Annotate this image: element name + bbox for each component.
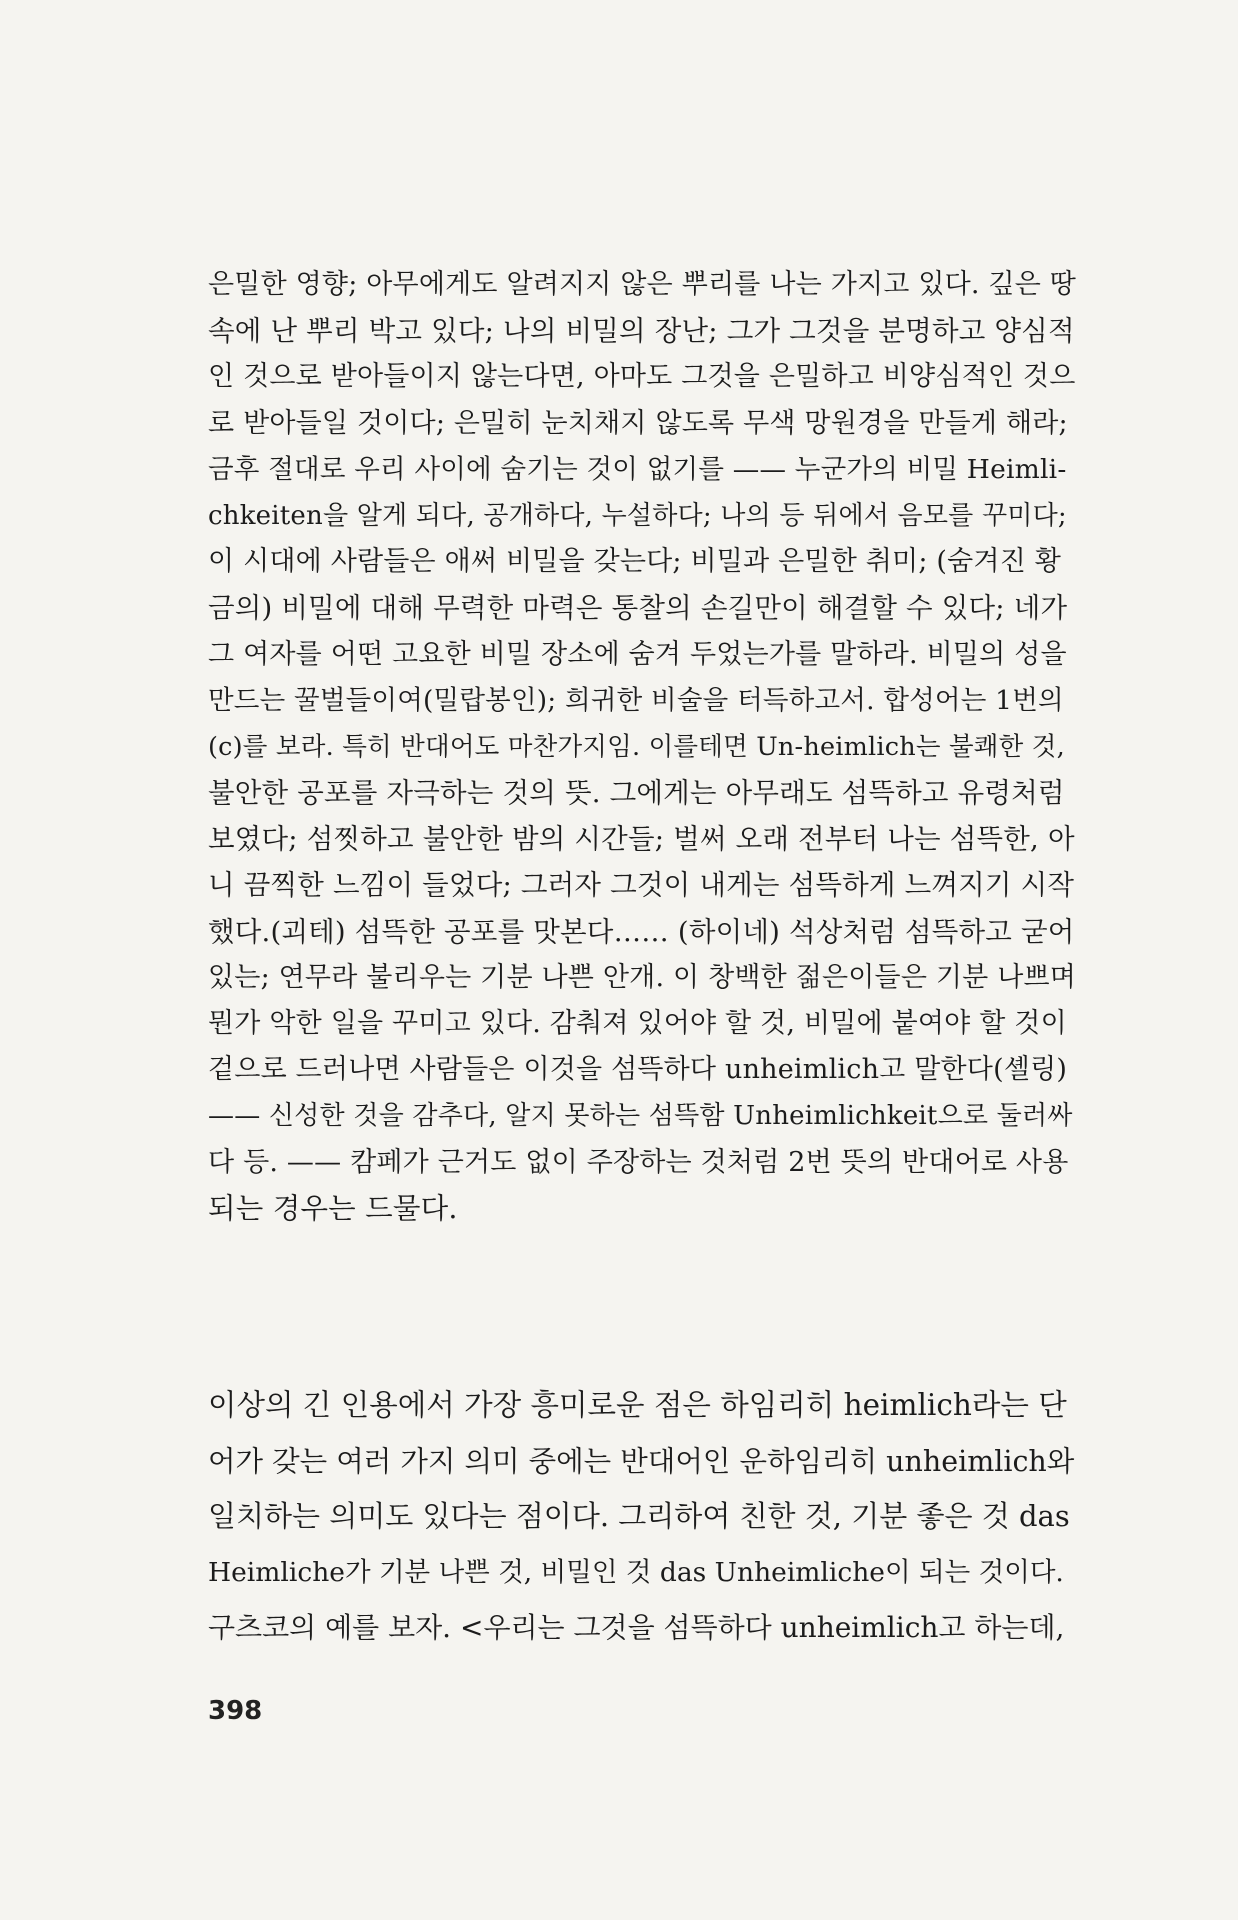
quote-line: chkeiten을 알게 되다, 공개하다, 누설하다; 나의 등 뒤에서 음모를 꾸미다;: [208, 500, 1067, 531]
quote-line: 겉으로 드러나면 사람들은 이것을 섬뜩하다 unheimlich고 말한다(셸링): [208, 1054, 1068, 1086]
dictionary-quote-block: [208, 262, 1076, 1232]
quote-line: 속에 난 뿌리 박고 있다; 나의 비밀의 장난; 그가 그것을 분명하고 양심적: [208, 315, 1075, 348]
quote-line: 뭔가 악한 일을 꾸미고 있다. 감춰져 있어야 할 것, 비밀에 붙여야 할 것이: [208, 1008, 1067, 1039]
quote-line: 로 받아들일 것이다; 은밀히 눈치채지 않도록 무색 망원경을 만들게 해라;: [208, 407, 1068, 439]
body-paragraph: [208, 1378, 1076, 1656]
body-line: 일치하는 의미도 있다는 점이다. 그리하여 친한 것, 기분 좋은 것 das: [208, 1499, 1070, 1533]
quote-line: 그 여자를 어떤 고요한 비밀 장소에 숨겨 두었는가를 말하라. 비밀의 성을: [208, 638, 1067, 670]
quote-line: 다 등. —— 캄페가 근거도 없이 주장하는 것처럼 2번 뜻의 반대어로 사용: [208, 1146, 1069, 1178]
quote-line: 되는 경우는 드물다.: [208, 1191, 458, 1225]
body-line: 이상의 긴 인용에서 가장 흥미로운 점은 하임리히 heimlich라는 단: [208, 1388, 1067, 1422]
quote-line: 이 시대에 사람들은 애써 비밀을 갖는다; 비밀과 은밀한 취미; (숨겨진 황: [208, 546, 1062, 578]
body-line: 구츠코의 예를 보자. <우리는 그것을 섬뜩하다 unheimlich고 하는데,: [208, 1611, 1065, 1644]
quote-line: 있는; 연무라 불리우는 기분 나쁜 안개. 이 창백한 젊은이들은 기분 나쁘며: [208, 961, 1077, 993]
quote-line: 니 끔찍한 느낌이 들었다; 그러자 그것이 내게는 섬뜩하게 느껴지기 시작: [208, 869, 1075, 902]
quote-line: (c)를 보라. 특히 반대어도 마찬가지임. 이를테면 Un-heimlich는 불쾌한 것,: [208, 731, 1065, 762]
body-line: 어가 갖는 여러 가지 의미 중에는 반대어인 운하임리히 unheimlich와: [208, 1444, 1075, 1478]
quote-line: 보였다; 섬찟하고 불안한 밤의 시간들; 벌써 오래 전부터 나는 섬뜩한, 아: [208, 823, 1075, 856]
quote-line: 불안한 공포를 자극하는 것의 뜻. 그에게는 아무래도 섬뜩하고 유령처럼: [208, 777, 1065, 810]
quote-line: 했다.(괴테) 섬뜩한 공포를 맛본다…… (하이네) 석상처럼 섬뜩하고 굳어: [208, 915, 1075, 948]
quote-line: 만드는 꿀벌들이여(밀랍봉인); 희귀한 비술을 터득하고서. 합성어는 1번의: [208, 684, 1064, 716]
quote-line: 금의) 비밀에 대해 무력한 마력은 통찰의 손길만이 해결할 수 있다; 네가: [208, 592, 1068, 625]
quote-line: 인 것으로 받아들이지 않는다면, 아마도 그것을 은밀하고 비양심적인 것으: [208, 361, 1076, 393]
page-number: 398: [208, 1696, 263, 1726]
body-line: Heimliche가 기분 나쁜 것, 비밀인 것 das Unheimliche이 되는 것이다.: [208, 1556, 1064, 1588]
quote-line: 은밀한 영향; 아무에게도 알려지지 않은 뿌리를 나는 가지고 있다. 깊은 땅: [208, 269, 1077, 300]
quote-line: —— 신성한 것을 감추다, 알지 못하는 섬뜩함 Unheimlichkeit으로 둘러싸: [208, 1101, 1073, 1132]
quote-line: 금후 절대로 우리 사이에 숨기는 것이 없기를 —— 누군가의 비밀 Heimli-: [208, 453, 1067, 485]
